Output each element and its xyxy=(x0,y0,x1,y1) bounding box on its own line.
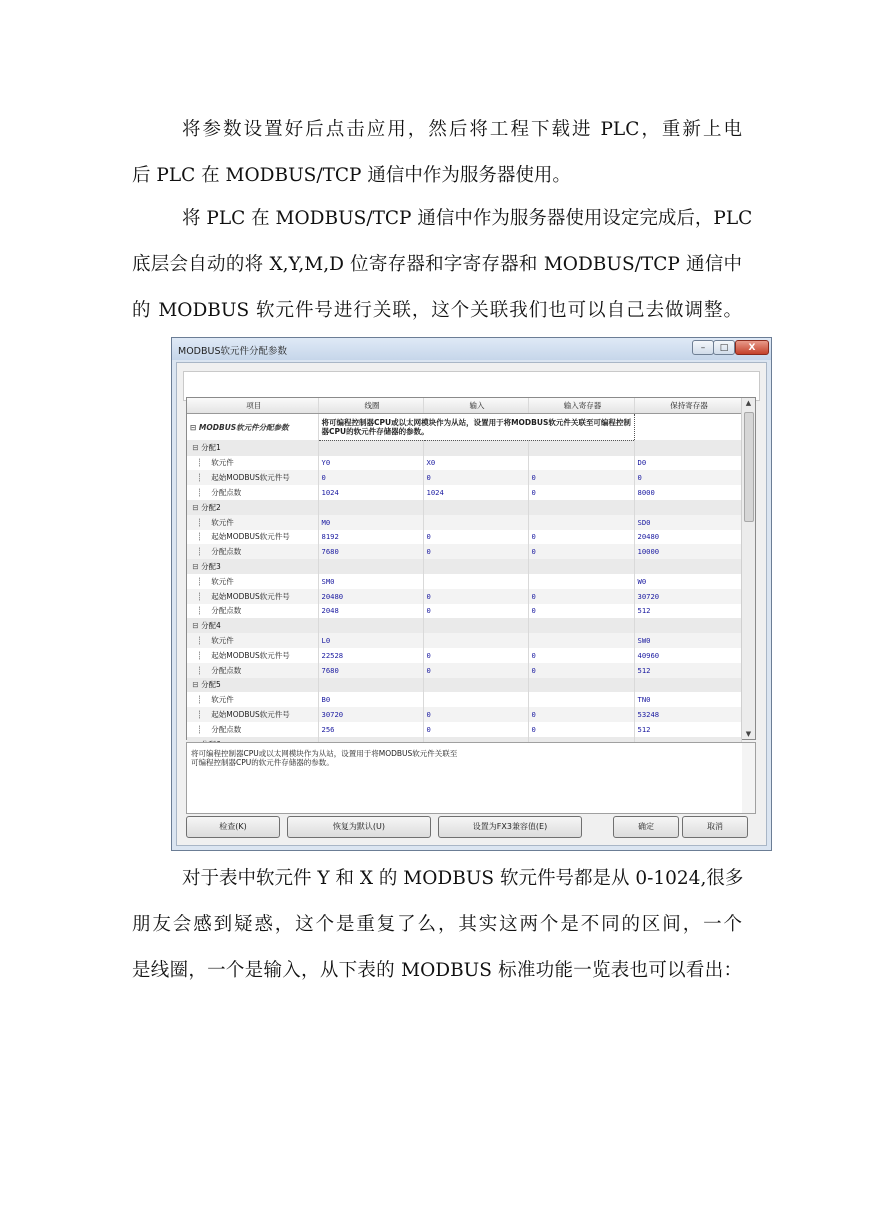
param-value-cell[interactable]: 2048 xyxy=(318,604,423,619)
param-value-cell[interactable] xyxy=(528,692,634,707)
param-value-cell[interactable]: 0 xyxy=(423,604,528,619)
tree-line: ┊ xyxy=(190,665,212,675)
param-name xyxy=(187,470,318,485)
check-button[interactable]: 检查(K) xyxy=(186,816,280,838)
param-value-cell[interactable]: 512 xyxy=(634,604,741,619)
group-label-cell[interactable] xyxy=(187,559,318,574)
param-row xyxy=(187,722,741,737)
param-value-cell[interactable]: X0 xyxy=(423,456,528,471)
group-label: 分配5 xyxy=(201,680,221,690)
group-label-cell[interactable] xyxy=(187,500,318,515)
param-name-text: 起始MODBUS软元件号 xyxy=(211,532,290,542)
param-value-cell[interactable] xyxy=(528,456,634,471)
param-name xyxy=(187,485,318,500)
param-name-text: 分配点数 xyxy=(211,547,242,557)
param-value-cell[interactable]: M0 xyxy=(318,515,423,530)
tree-line: ┊ xyxy=(190,591,212,601)
paragraph-2 xyxy=(132,196,753,334)
param-value-cell[interactable]: 0 xyxy=(423,663,528,678)
param-name xyxy=(187,530,318,545)
fx3-compatible-button[interactable]: 设置为FX3兼容值(E) xyxy=(438,816,582,838)
param-value-cell[interactable]: 8192 xyxy=(318,530,423,545)
tree-line: ┊ xyxy=(190,710,212,720)
group-label-cell[interactable] xyxy=(187,678,318,693)
param-name-text: 分配点数 xyxy=(211,724,242,734)
param-row xyxy=(187,692,741,707)
param-value-cell[interactable]: 0 xyxy=(528,544,634,559)
parameter-table xyxy=(187,398,742,752)
param-value-cell[interactable]: 0 xyxy=(423,589,528,604)
param-value-cell[interactable]: 0 xyxy=(423,707,528,722)
param-row xyxy=(187,544,741,559)
param-value-cell[interactable]: 53248 xyxy=(634,707,741,722)
text-line: 将参数设置好后点击应用，然后将工程下载进 PLC，重新上电 xyxy=(182,119,742,140)
param-name-text: 软元件 xyxy=(211,458,234,468)
param-value-cell[interactable]: 40960 xyxy=(634,648,741,663)
param-name-text: 分配点数 xyxy=(211,606,242,616)
param-name-text: 起始MODBUS软元件号 xyxy=(211,473,290,483)
group-row xyxy=(187,559,741,574)
param-name xyxy=(187,722,318,737)
collapse-icon[interactable]: ⊟ xyxy=(190,422,199,432)
col-header-input-register[interactable]: 输入寄存器 xyxy=(528,398,634,413)
param-value-cell[interactable]: 20480 xyxy=(318,589,423,604)
param-value-cell[interactable]: 0 xyxy=(528,663,634,678)
param-value-cell[interactable] xyxy=(528,574,634,589)
param-value-cell[interactable]: 22528 xyxy=(318,648,423,663)
param-name xyxy=(187,663,318,678)
text-line: 对于表中软元件 Y 和 X 的 MODBUS 软元件号都是从 0-1024,很多 xyxy=(182,868,744,889)
group-row xyxy=(187,678,741,693)
tree-line: ┊ xyxy=(190,576,212,586)
param-value-cell[interactable]: 0 xyxy=(528,589,634,604)
section-label: MODBUS软元件分配参数 xyxy=(198,422,289,432)
param-value-cell[interactable]: 0 xyxy=(528,604,634,619)
ok-button[interactable]: 确定 xyxy=(613,816,679,838)
collapse-icon[interactable]: ⊟ xyxy=(190,502,202,512)
collapse-icon[interactable]: ⊟ xyxy=(190,562,202,572)
grid-vertical-scrollbar[interactable] xyxy=(741,398,755,739)
tree-line: ┊ xyxy=(190,517,212,527)
param-value-cell[interactable]: 0 xyxy=(528,470,634,485)
section-row xyxy=(187,413,741,440)
tree-line: ┊ xyxy=(190,532,212,542)
param-name-text: 软元件 xyxy=(211,517,234,527)
param-row xyxy=(187,574,741,589)
tree-line: ┊ xyxy=(190,488,212,498)
group-row xyxy=(187,500,741,515)
param-row xyxy=(187,633,741,648)
param-value-cell[interactable]: 512 xyxy=(634,722,741,737)
param-value-cell[interactable]: W0 xyxy=(634,574,741,589)
param-row xyxy=(187,604,741,619)
cancel-button[interactable]: 取消 xyxy=(682,816,748,838)
param-value-cell[interactable]: B0 xyxy=(318,692,423,707)
param-name xyxy=(187,574,318,589)
param-row xyxy=(187,470,741,485)
param-name xyxy=(187,707,318,722)
param-value-cell[interactable]: 0 xyxy=(423,722,528,737)
col-header-item[interactable]: 项目 xyxy=(187,398,318,413)
parameter-table-body xyxy=(187,413,741,751)
param-value-cell[interactable]: D0 xyxy=(634,456,741,471)
col-header-coil[interactable]: 线圈 xyxy=(318,398,423,413)
param-name xyxy=(187,604,318,619)
tree-line: ┊ xyxy=(190,695,212,705)
scroll-down-icon[interactable]: ▼ xyxy=(745,730,752,738)
group-label: 分配1 xyxy=(201,443,221,453)
tree-line: ┊ xyxy=(190,458,212,468)
section-label-cell[interactable] xyxy=(187,413,318,440)
group-row xyxy=(187,618,741,633)
dialog-title: MODBUS软元件分配参数 xyxy=(178,346,287,357)
text-line: 的 MODBUS 软元件号进行关联，这个关联我们也可以自己去做调整。 xyxy=(132,300,742,321)
group-row xyxy=(187,440,741,455)
parameter-grid xyxy=(186,397,756,740)
description-text: 将可编程控制器CPU或以太网模块作为从站，设置用于将MODBUS软元件关联至 可编程控制器CPU的软元件存储器的参数。 xyxy=(191,749,458,767)
text-line: 朋友会感到疑惑，这个是重复了么，其实这两个是不同的区间，一个 xyxy=(132,914,742,935)
tree-line: ┊ xyxy=(190,473,212,483)
param-name-text: 起始MODBUS软元件号 xyxy=(211,591,290,601)
param-value-cell[interactable]: 0 xyxy=(528,722,634,737)
param-name-text: 软元件 xyxy=(211,695,234,705)
param-row xyxy=(187,663,741,678)
param-row xyxy=(187,648,741,663)
description-scrollbar[interactable] xyxy=(742,743,755,813)
tree-line: ┊ xyxy=(190,547,212,557)
param-name-text: 软元件 xyxy=(211,576,234,586)
text-line: 是线圈，一个是输入，从下表的 MODBUS 标准功能一览表也可以看出： xyxy=(132,960,742,981)
param-value-cell[interactable]: 7680 xyxy=(318,663,423,678)
param-value-cell[interactable]: 512 xyxy=(634,663,741,678)
param-value-cell[interactable]: SD0 xyxy=(634,515,741,530)
param-value-cell[interactable]: 10000 xyxy=(634,544,741,559)
param-value-cell[interactable]: 1024 xyxy=(423,485,528,500)
param-value-cell[interactable]: 0 xyxy=(528,648,634,663)
collapse-icon[interactable]: ⊟ xyxy=(190,443,202,453)
dialog-titlebar xyxy=(172,338,771,360)
param-value-cell[interactable]: Y0 xyxy=(318,456,423,471)
param-name xyxy=(187,633,318,648)
close-button[interactable]: X xyxy=(735,340,769,355)
param-value-cell[interactable]: 0 xyxy=(423,530,528,545)
param-value-cell[interactable]: 0 xyxy=(528,707,634,722)
param-name-text: 起始MODBUS软元件号 xyxy=(211,710,290,720)
param-value-cell[interactable]: 0 xyxy=(528,485,634,500)
param-row xyxy=(187,456,741,471)
param-value-cell[interactable]: 0 xyxy=(318,470,423,485)
param-name-text: 起始MODBUS软元件号 xyxy=(211,650,290,660)
param-name xyxy=(187,692,318,707)
col-header-input[interactable]: 输入 xyxy=(423,398,528,413)
param-value-cell[interactable]: 20480 xyxy=(634,530,741,545)
group-label: 分配4 xyxy=(201,621,221,631)
param-value-cell[interactable] xyxy=(423,633,528,648)
param-value-cell[interactable] xyxy=(528,633,634,648)
param-value-cell[interactable]: TN0 xyxy=(634,692,741,707)
maximize-button[interactable]: □ xyxy=(713,340,735,355)
text-line: 后 PLC 在 MODBUS/TCP 通信中作为服务器使用。 xyxy=(132,165,571,186)
text-line: 将 PLC 在 MODBUS/TCP 通信中作为服务器使用设定完成后，PLC xyxy=(182,208,753,229)
param-row xyxy=(187,707,741,722)
param-name xyxy=(187,648,318,663)
param-value-cell[interactable] xyxy=(423,574,528,589)
tree-line: ┊ xyxy=(190,606,212,616)
description-box xyxy=(186,742,756,814)
param-name-text: 分配点数 xyxy=(211,488,242,498)
param-name xyxy=(187,515,318,530)
header-row xyxy=(187,398,741,413)
paragraph-3 xyxy=(132,856,742,994)
param-name xyxy=(187,544,318,559)
param-value-cell[interactable]: 30720 xyxy=(318,707,423,722)
param-value-cell[interactable]: 8000 xyxy=(634,485,741,500)
param-row xyxy=(187,589,741,604)
param-value-cell[interactable] xyxy=(423,692,528,707)
param-value-cell[interactable]: 0 xyxy=(634,470,741,485)
collapse-icon[interactable]: ⊟ xyxy=(190,680,202,690)
tree-line: ┊ xyxy=(190,650,212,660)
group-label-cell[interactable] xyxy=(187,618,318,633)
paragraph-1 xyxy=(132,107,742,199)
param-value-cell[interactable] xyxy=(423,515,528,530)
param-name-text: 分配点数 xyxy=(211,665,242,675)
param-value-cell[interactable]: 0 xyxy=(528,530,634,545)
group-label-cell[interactable] xyxy=(187,440,318,455)
modbus-device-assignment-dialog xyxy=(171,337,772,851)
col-header-holding-register[interactable]: 保持寄存器 xyxy=(634,398,741,413)
param-value-cell[interactable]: L0 xyxy=(318,633,423,648)
param-value-cell[interactable] xyxy=(528,515,634,530)
param-value-cell[interactable]: 0 xyxy=(423,648,528,663)
param-value-cell[interactable]: 0 xyxy=(423,544,528,559)
param-name-text: 软元件 xyxy=(211,636,234,646)
scroll-up-icon[interactable]: ▲ xyxy=(745,399,752,407)
minimize-button[interactable]: – xyxy=(692,340,714,355)
group-label: 分配2 xyxy=(201,502,221,512)
collapse-icon[interactable]: ⊟ xyxy=(190,621,202,631)
param-value-cell[interactable]: 1024 xyxy=(318,485,423,500)
param-value-cell[interactable]: 7680 xyxy=(318,544,423,559)
param-value-cell[interactable]: SM0 xyxy=(318,574,423,589)
group-label: 分配3 xyxy=(201,562,221,572)
param-name xyxy=(187,589,318,604)
param-row xyxy=(187,485,741,500)
param-value-cell[interactable]: 30720 xyxy=(634,589,741,604)
tree-line: ┊ xyxy=(190,636,212,646)
text-line: 底层会自动的将 X,Y,M,D 位寄存器和字寄存器和 MODBUS/TCP 通信中 xyxy=(132,254,742,275)
param-name xyxy=(187,456,318,471)
param-row xyxy=(187,530,741,545)
scrollbar-thumb[interactable] xyxy=(744,412,754,522)
param-value-cell[interactable]: 0 xyxy=(423,470,528,485)
tree-line: ┊ xyxy=(190,724,212,734)
param-value-cell[interactable]: 256 xyxy=(318,722,423,737)
param-value-cell[interactable]: SW0 xyxy=(634,633,741,648)
section-description: 将可编程控制器CPU或以太网模块作为从站，设置用于将MODBUS软元件关联至可编程控制器CPU的软元件存储器的参数。 xyxy=(318,413,634,440)
param-row xyxy=(187,515,741,530)
restore-default-button[interactable]: 恢复为默认(U) xyxy=(287,816,431,838)
